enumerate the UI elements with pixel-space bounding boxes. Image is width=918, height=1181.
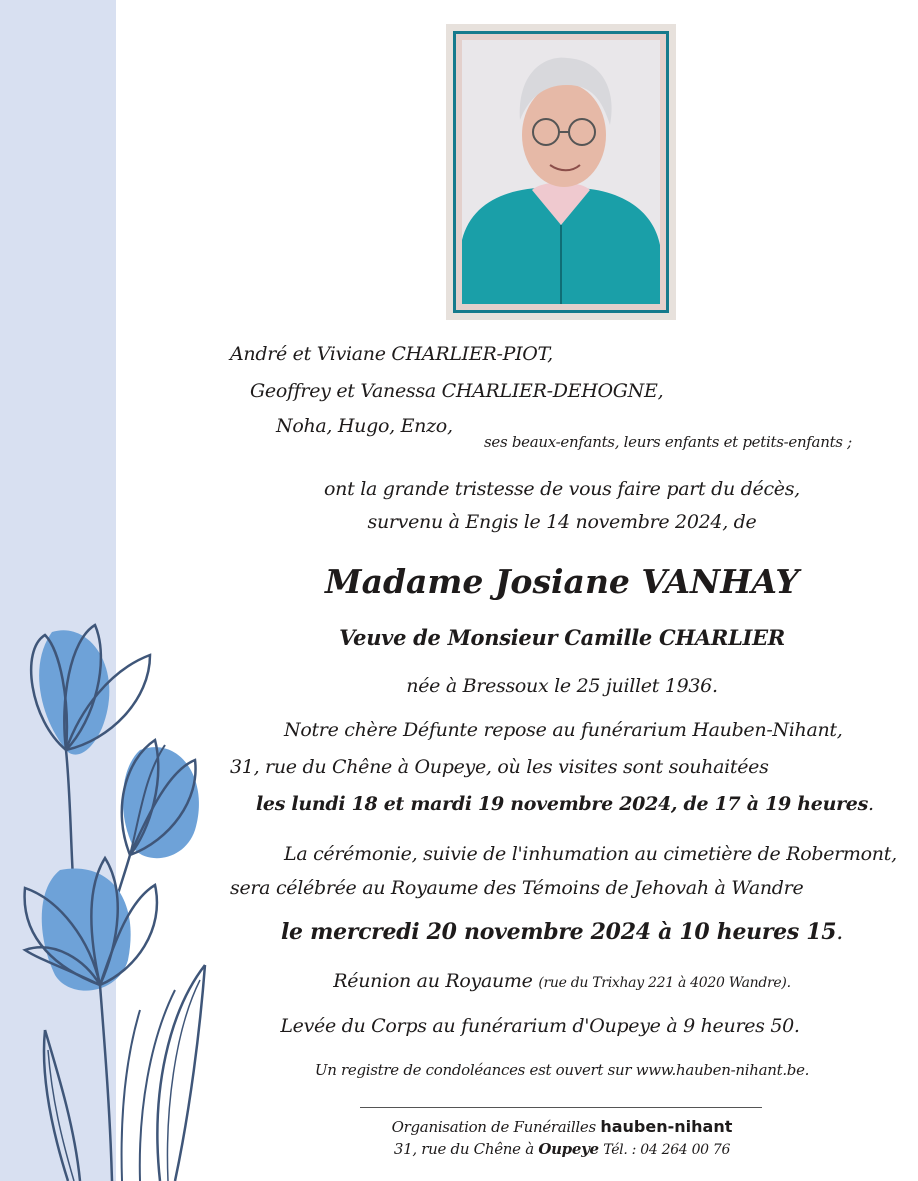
footer-divider [360, 1107, 762, 1108]
ceremony-date [262, 918, 862, 947]
meeting-info [262, 969, 862, 995]
registry-info: Un registre de condoléances est ouvert sur www.hauben-nihant.be. [314, 1061, 810, 1079]
footer-organisation [262, 1115, 862, 1139]
visitation-dates-text: les lundi 18 et mardi 19 novembre 2024, de 17 à 19 heures [256, 793, 868, 815]
visitation-dates-end: . [867, 793, 874, 815]
footer-address-prefix: 31, rue du Chêne à [393, 1140, 534, 1158]
departure-info: Levée du Corps au funérarium d'Oupeye à 9 heures 50. [280, 1015, 800, 1037]
visitation-line-1: Notre chère Défunte repose au funérarium Hauben-Nihant, [284, 719, 843, 741]
blue-tulips-illustration [0, 610, 230, 1181]
birth-info: née à Bressoux le 25 juillet 1936. [406, 675, 718, 697]
family-line-4: ses beaux-enfants, leurs enfants et petits-enfants ; [484, 433, 852, 451]
footer-address [262, 1137, 862, 1162]
visitation-line-2: 31, rue du Chêne à Oupeye, où les visites sont souhaitées [230, 756, 769, 778]
family-line-2: Geoffrey et Vanessa CHARLIER-DEHOGNE, [250, 380, 664, 402]
deceased-name: Madame Josiane VANHAY [325, 562, 799, 601]
footer-town: Oupeye [538, 1140, 599, 1158]
meeting-label: Réunion au Royaume [333, 970, 533, 992]
footer-brand-logo: hauben-nihant [600, 1117, 733, 1136]
meeting-address: (rue du Trixhay 221 à 4020 Wandre). [538, 975, 791, 991]
portrait-photo [462, 40, 660, 304]
visitation-dates [256, 792, 874, 816]
announcement-line-2: survenu à Engis le 14 novembre 2024, de [367, 511, 757, 533]
ceremony-line-1: La cérémonie, suivie de l'inhumation au cimetière de Robermont, [284, 843, 897, 865]
ceremony-line-2: sera célébrée au Royaume des Témoins de Jehovah à Wandre [230, 877, 804, 899]
widow-of: Veuve de Monsieur Camille CHARLIER [339, 625, 785, 650]
family-line-3: Noha, Hugo, Enzo, [276, 415, 453, 437]
portrait-border [453, 31, 669, 313]
announcement-line-1: ont la grande tristesse de vous faire part du décès, [324, 478, 800, 500]
footer-phone: Tél. : 04 264 00 76 [603, 1142, 731, 1158]
portrait-frame [446, 24, 676, 320]
ceremony-date-text: le mercredi 20 novembre 2024 à 10 heures 15 [280, 919, 837, 945]
family-line-1: André et Viviane CHARLIER-PIOT, [230, 343, 553, 365]
footer-organisation-label: Organisation de Funérailles [391, 1118, 596, 1136]
ceremony-date-end: . [836, 920, 843, 945]
